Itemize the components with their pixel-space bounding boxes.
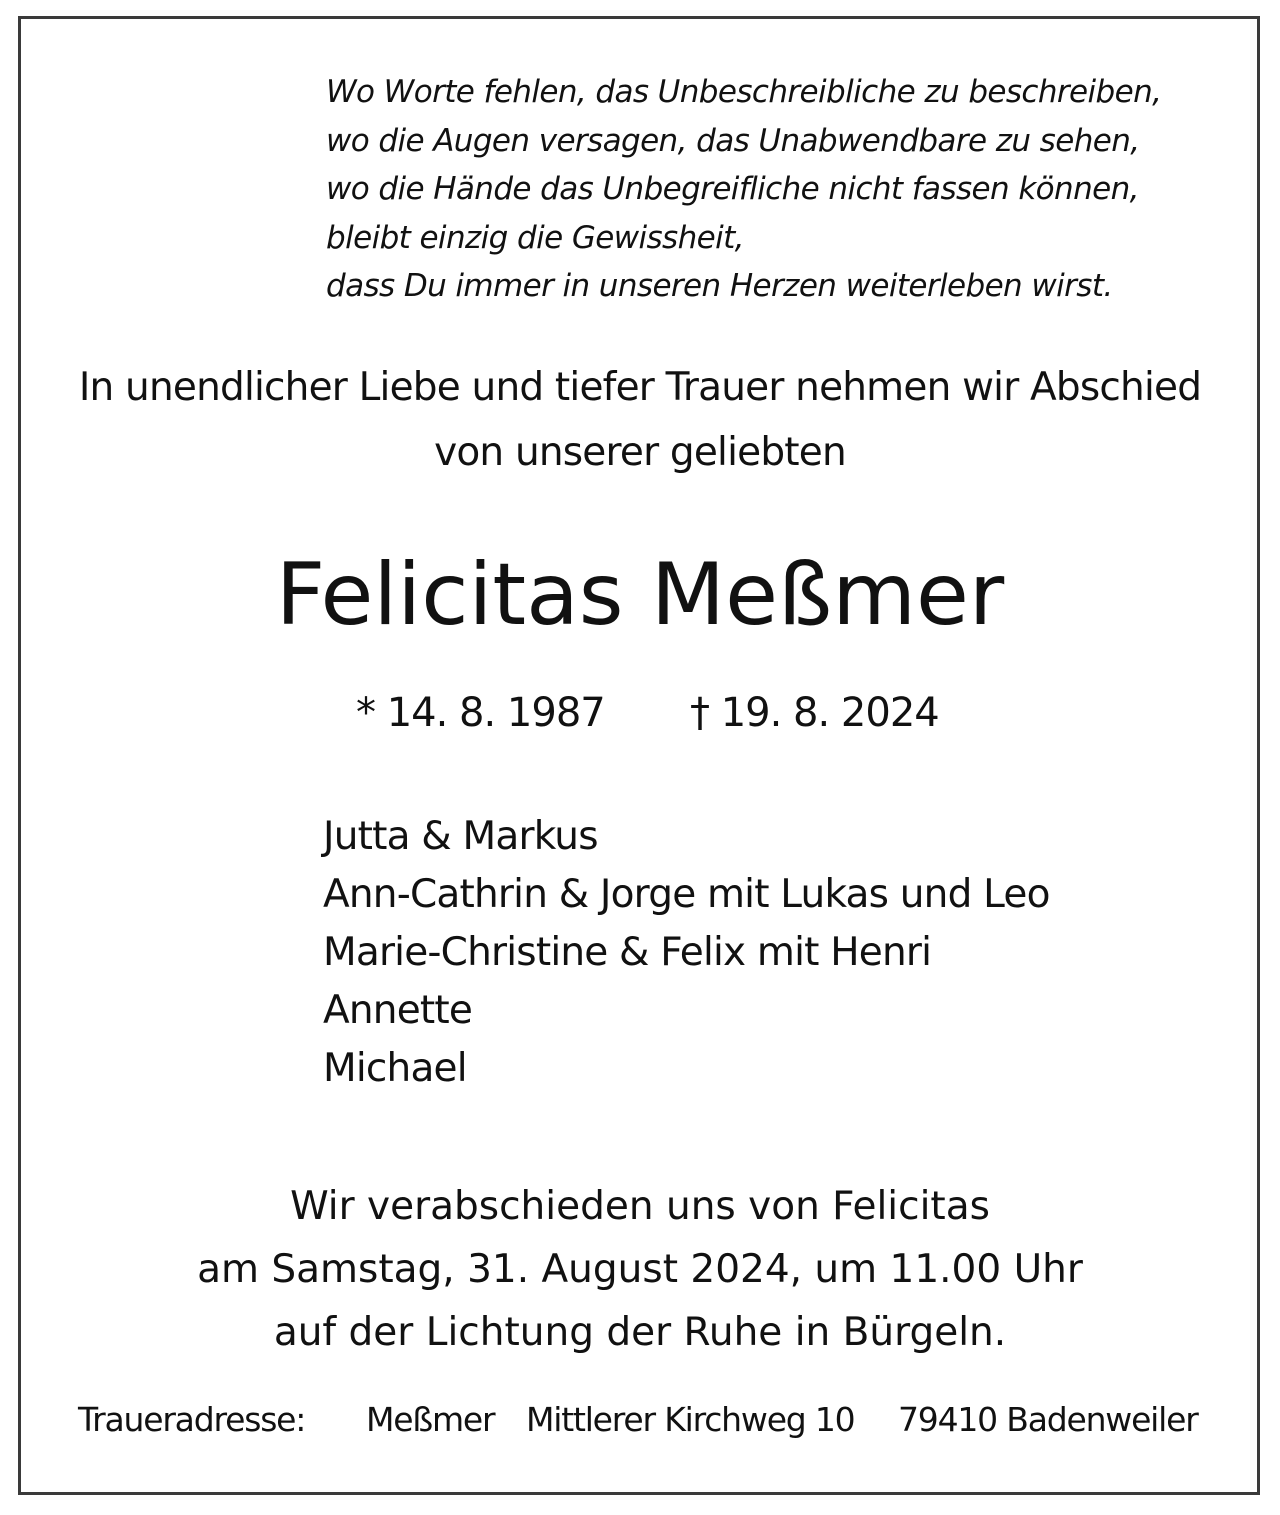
address-street: Mittlerer Kirchweg 10 bbox=[526, 1400, 855, 1439]
mourner-item: Jutta & Markus bbox=[323, 814, 598, 859]
poem bbox=[326, 68, 1246, 311]
birth-date: * 14. 8. 1987 bbox=[356, 690, 605, 736]
address-label: Traueradresse: bbox=[78, 1400, 306, 1439]
service-line-2: am Samstag, 31. August 2024, um 11.00 Uhr bbox=[197, 1247, 1083, 1292]
address-family: Meßmer bbox=[366, 1400, 495, 1439]
intro-line-1: In unendlicher Liebe und tiefer Trauer nehmen wir Abschied bbox=[78, 365, 1202, 410]
mourners-list bbox=[323, 808, 1050, 1098]
poem-line: dass Du immer in unseren Herzen weiterleben wirst. bbox=[326, 268, 1113, 304]
intro-line-2: von unserer geliebten bbox=[434, 430, 846, 475]
mourner-item: Ann-Cathrin & Jorge mit Lukas und Leo bbox=[323, 872, 1050, 917]
poem-line: wo die Augen versagen, das Unabwendbare zu sehen, bbox=[326, 122, 1140, 159]
poem-line: Wo Worte fehlen, das Unbeschreibliche zu beschreiben, bbox=[326, 74, 1162, 110]
poem-line: bleibt einzig die Gewissheit, bbox=[326, 219, 744, 256]
mourner-item: Marie-Christine & Felix mit Henri bbox=[323, 930, 932, 975]
poem-line: wo die Hände das Unbegreifliche nicht fassen können, bbox=[326, 171, 1139, 207]
mourning-address bbox=[78, 1400, 1198, 1439]
mourner-item: Michael bbox=[323, 1046, 467, 1091]
death-date: † 19. 8. 2024 bbox=[690, 690, 939, 736]
service-line-3: auf der Lichtung der Ruhe in Bürgeln. bbox=[273, 1310, 1007, 1355]
deceased-name: Felicitas Meßmer bbox=[275, 545, 1005, 645]
mourner-item: Annette bbox=[323, 988, 473, 1033]
address-city: 79410 Badenweiler bbox=[898, 1400, 1198, 1439]
service-line-1: Wir verabschieden uns von Felicitas bbox=[290, 1184, 990, 1229]
